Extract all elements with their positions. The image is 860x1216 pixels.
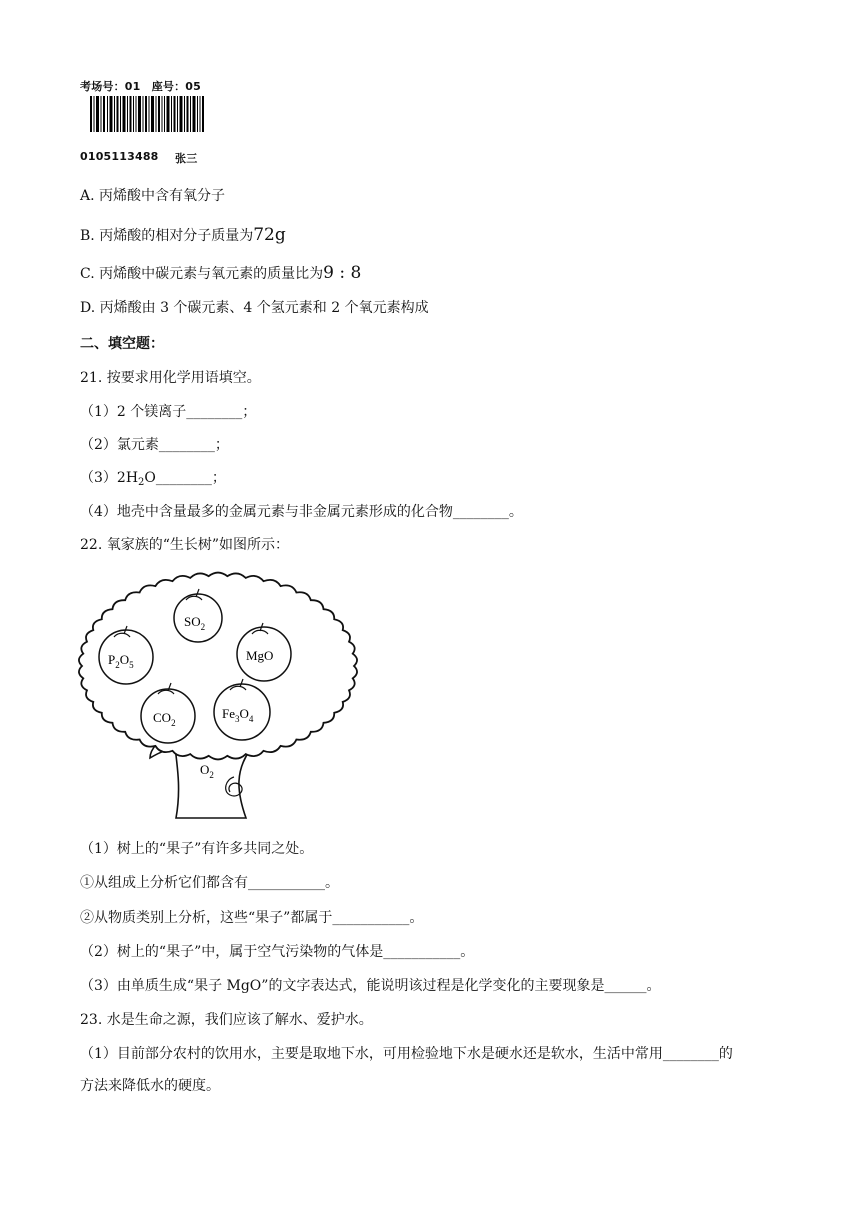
student-name: 张三 (175, 152, 198, 165)
option-b-text: B. 丙烯酸的相对分子质量为 (80, 228, 254, 244)
option-b-value: 72g (253, 225, 286, 245)
option-a: A. 丙烯酸中含有氧分子 (80, 188, 226, 204)
q21-part3-b: O________； (144, 470, 226, 486)
q22-stem: 22. 氧家族的“生长树”如图所示： (80, 537, 290, 553)
id-number: 0105113488 (80, 150, 159, 163)
q21-part3 (80, 469, 226, 487)
q22-part1-1: ①从组成上分析它们都含有___________。 (80, 875, 339, 891)
q21-part3-sub: 2 (138, 477, 145, 488)
exam-info-text: 考场号：01 座号：05 (80, 80, 202, 93)
oxygen-family-tree-figure (78, 570, 358, 832)
trunk-o2-label: $O_2$ (200, 762, 214, 780)
q23-part1-line2: 方法来降低水的硬度。 (80, 1078, 220, 1094)
q21-stem: 21. 按要求用化学用语填空。 (80, 370, 261, 386)
q22-part1: （1）树上的“果子”有许多共同之处。 (80, 841, 314, 857)
fruit-so2-label: $SO_2$ (184, 614, 206, 632)
q21-part2: （2）氯元素________； (80, 437, 229, 453)
option-c-text: C. 丙烯酸中碳元素与氧元素的质量比为 (80, 266, 324, 282)
exam-header (80, 78, 210, 168)
option-c (80, 264, 361, 283)
q22-part3: （3）由单质生成“果子 MgO”的文字表达式，能说明该过程是化学变化的主要现象是______。 (80, 978, 661, 994)
q23-stem: 23. 水是生命之源，我们应该了解水、爱护水。 (80, 1012, 373, 1028)
q22-part1-2: ②从物质类别上分析，这些“果子”都属于___________。 (80, 910, 424, 926)
q22-part2: （2）树上的“果子”中，属于空气污染物的气体是___________。 (80, 944, 475, 960)
fruit-mgo-label: MgO (246, 648, 274, 663)
option-c-value: 9 : 8 (323, 263, 362, 283)
section-title: 二、填空题： (80, 336, 164, 352)
option-d: D. 丙烯酸由 3 个碳元素、4 个氢元素和 2 个氧元素构成 (80, 300, 429, 316)
q23-part1-line1: （1）目前部分农村的饮用水，主要是取地下水，可用检验地下水是硬水还是软水，生活中常用________的 (80, 1046, 733, 1062)
q21-part4: （4）地壳中含量最多的金属元素与非金属元素形成的化合物________。 (80, 504, 523, 520)
option-b (80, 226, 286, 245)
fruit-p2o5-label: $P_2O_5$ (108, 652, 134, 670)
fruit-co2-label: $CO_2$ (153, 710, 176, 728)
barcode-image (90, 96, 205, 132)
fruit-fe3o4-label: $Fe_3O_4$ (222, 706, 254, 724)
q21-part1: （1）2 个镁离子________； (80, 404, 257, 420)
q21-part3-a: （3）2H (80, 470, 139, 486)
